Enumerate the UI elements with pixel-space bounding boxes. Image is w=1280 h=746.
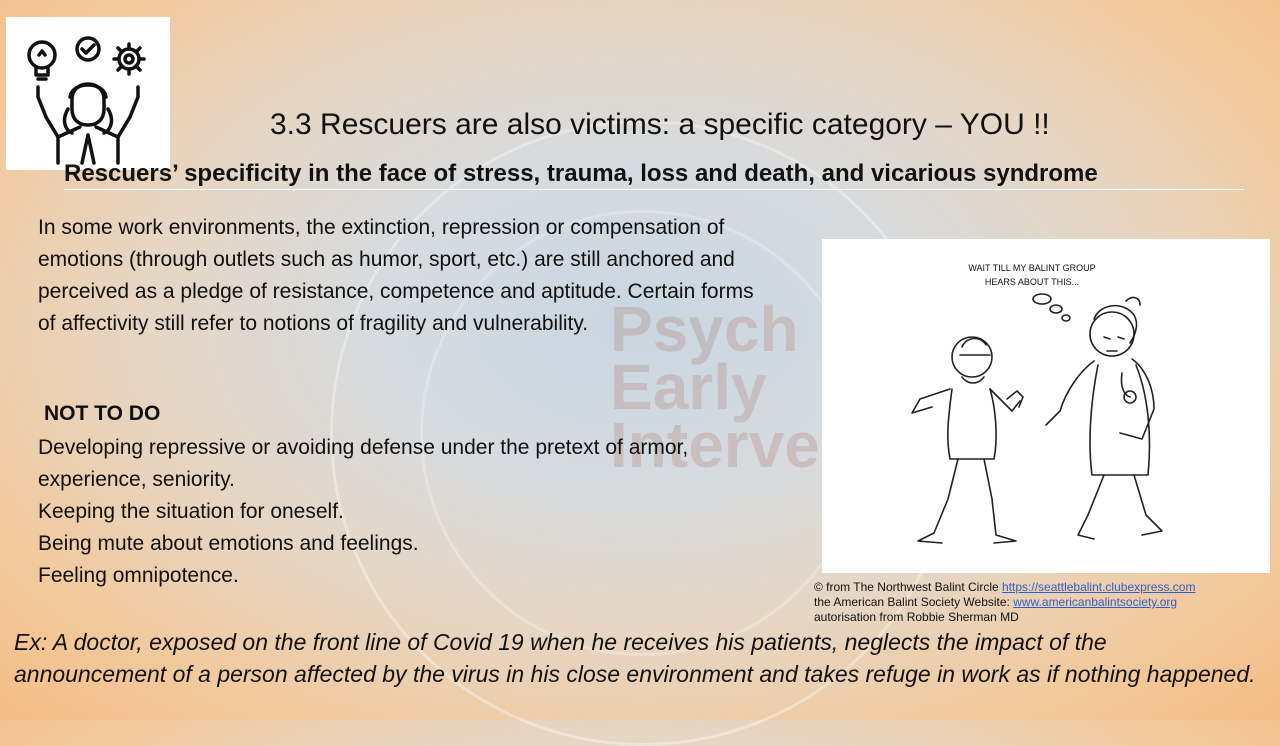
balint-cartoon-image [822,239,1270,573]
not-to-do-list [38,432,768,592]
lightbulb-icon [29,42,55,79]
cartoon-caption-line1: WAIT TILL MY BALINT GROUP [968,263,1096,273]
intro-paragraph: In some work environments, the extinction, repression or compensation of emotions (through outlets such as humor, sport, etc.) are still anchored and perceived as a pledge of resistance, competence and aptitude. Certain forms of affectivity still refer to notions of fragility and vulnerability. [38,216,754,335]
credit-link-seattlebalint[interactable]: https://seattlebalint.clubexpress.com [1002,580,1196,594]
cartoon-caption-line2: HEARS ABOUT THIS... [984,277,1080,287]
credit-line-2 [814,595,1274,610]
cartoon-illustration [822,239,1270,573]
slide-subtitle: Rescuers’ specificity in the face of stress, trauma, loss and death, and vicarious syndrome [64,160,1244,190]
watermark-line: Interve [610,409,820,481]
credit-link-americanbalintsociety[interactable]: www.americanbalintsociety.org [1013,595,1178,609]
credit-text-2: the American Balint Society Website: [814,595,1010,609]
list-item: Keeping the situation for oneself. [38,500,344,523]
logo-person-with-ideas-icon [6,17,170,170]
slide-title: 3.3 Rescuers are also victims: a specific category – YOU !! [270,108,1050,141]
person-with-ideas-icon [6,17,170,170]
not-to-do-heading: NOT TO DO [44,402,161,425]
credit-text-1: © from The Northwest Balint Circle [814,580,999,594]
list-item: Feeling omnipotence. [38,564,239,587]
gear-icon [114,44,144,74]
credit-line-1 [814,580,1274,595]
list-item: Developing repressive or avoiding defense under the pretext of armor, experience, seniority. [38,436,689,491]
watermark-line: Early [610,351,767,423]
credit-line-3: autorisation from Robbie Sherman MD [814,610,1019,624]
example-paragraph: Ex: A doctor, exposed on the front line of Covid 19 when he receives his patients, neglects the impact of the announcement of a person affected by the virus in his close environment and takes refuge in work as if nothing happened. [14,629,1256,687]
checkmark-icon [77,38,99,60]
image-credits [814,580,1274,625]
watermark-line: Psych [610,293,799,365]
list-item: Being mute about emotions and feelings. [38,532,419,555]
